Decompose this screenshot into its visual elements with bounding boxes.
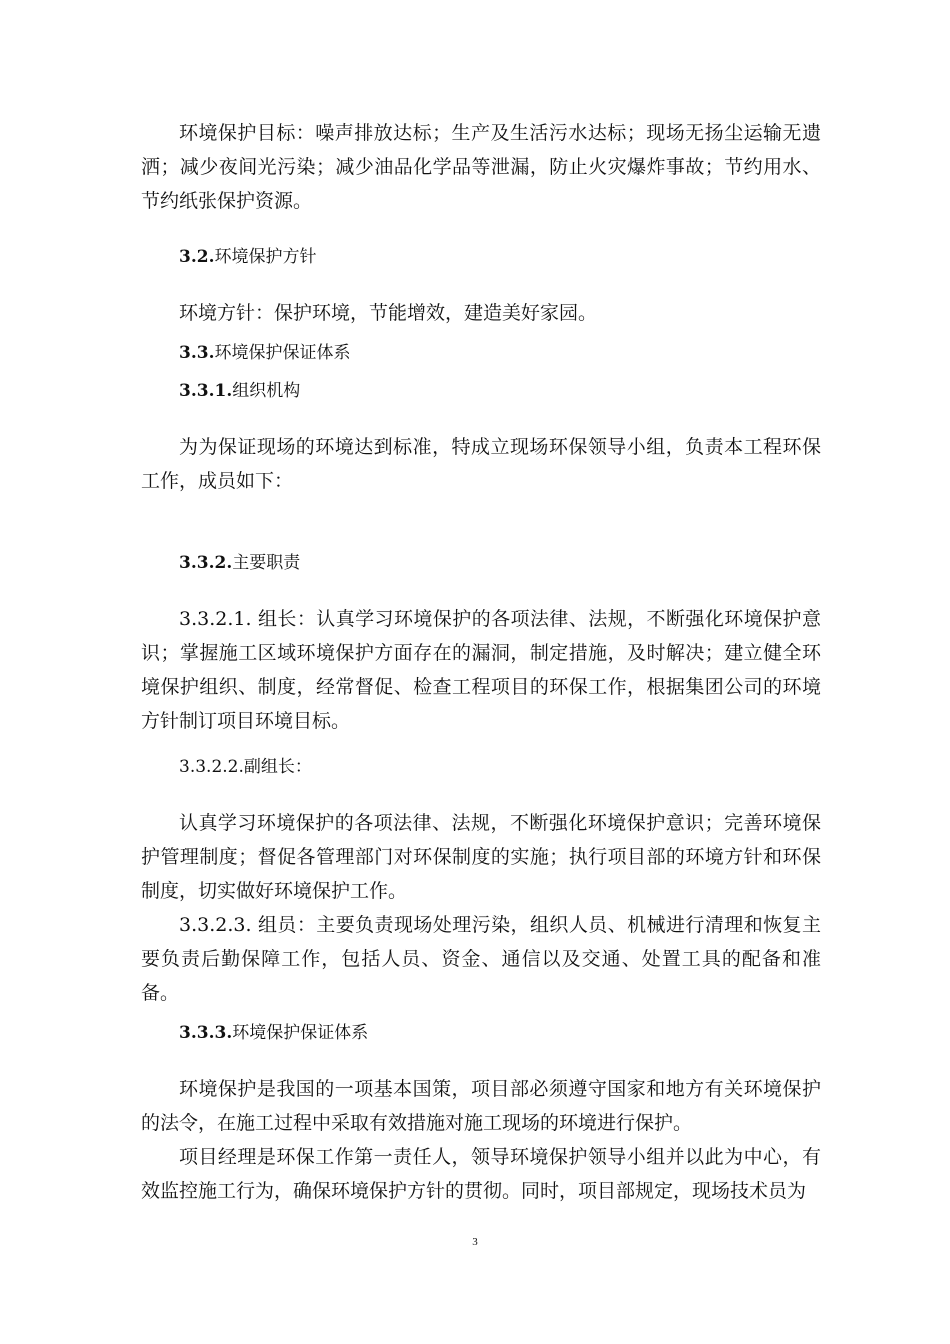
heading-number: 3.3.2. xyxy=(179,553,233,573)
heading-text: 环境保护保证体系 xyxy=(214,343,351,363)
heading-3-3-2 xyxy=(141,548,821,578)
heading-text: 环境保护保证体系 xyxy=(232,1023,369,1043)
heading-text: 组织机构 xyxy=(232,381,301,401)
paragraph-national-policy: 环境保护是我国的一项基本国策，项目部必须遵守国家和地方有关环境保护的法令，在施工过程中采取有效措施对施工现场的环境进行保护。 xyxy=(141,1078,821,1134)
paragraph-environment-goals: 环境保护目标：噪声排放达标；生产及生活污水达标；现场无扬尘运输无遗洒；减少夜间光污染；减少油品化学品等泄漏，防止火灾爆炸事故；节约用水、节约纸张保护资源。 xyxy=(141,122,821,212)
heading-3-2 xyxy=(141,242,821,272)
heading-number: 3.3.1. xyxy=(179,381,233,401)
heading-3-3-3 xyxy=(141,1018,821,1048)
page-number: 3 xyxy=(472,1236,478,1248)
paragraph-environment-policy: 环境方针：保护环境，节能增效，建造美好家园。 xyxy=(179,302,598,324)
heading-number: 3.2. xyxy=(179,247,215,267)
paragraph-team-members: 3.3.2.3. 组员：主要负责现场处理污染，组织人员、机械进行清理和恢复主要负责后勤保障工作，包括人员、资金、通信以及交通、处置工具的配备和准备。 xyxy=(141,914,821,1004)
paragraph-project-manager: 项目经理是环保工作第一责任人，领导环境保护领导小组并以此为中心，有效监控施工行为，确保环境保护方针的贯彻。同时，项目部规定，现场技术员为 xyxy=(141,1146,821,1202)
heading-number: 3.3.3. xyxy=(179,1023,233,1043)
document-body xyxy=(141,116,821,1208)
paragraph-organization: 为为保证现场的环境达到标准，特成立现场环保领导小组，负责本工程环保工作，成员如下： xyxy=(141,436,821,492)
heading-text: 主要职责 xyxy=(232,553,301,573)
heading-3-3-1 xyxy=(141,376,821,406)
paragraph-team-leader: 3.3.2.1. 组长：认真学习环境保护的各项法律、法规，不断强化环境保护意识；掌握施工区域环境保护方面存在的漏洞，制定措施，及时解决；建立健全环境保护组织、制度，经常督促、检查工程项目的环保工作，根据集团公司的环境方针制订项目环境目标。 xyxy=(141,608,821,732)
heading-text: 环境保护方针 xyxy=(214,247,317,267)
paragraph-deputy-leader: 认真学习环境保护的各项法律、法规，不断强化环境保护意识；完善环境保护管理制度；督促各管理部门对环保制度的实施；执行项目部的环境方针和环保制度，切实做好环境保护工作。 xyxy=(141,812,821,902)
heading-number: 3.3. xyxy=(179,343,215,363)
heading-3-3 xyxy=(141,338,821,368)
heading-deputy-leader: 3.3.2.2.副组长： xyxy=(179,757,312,777)
